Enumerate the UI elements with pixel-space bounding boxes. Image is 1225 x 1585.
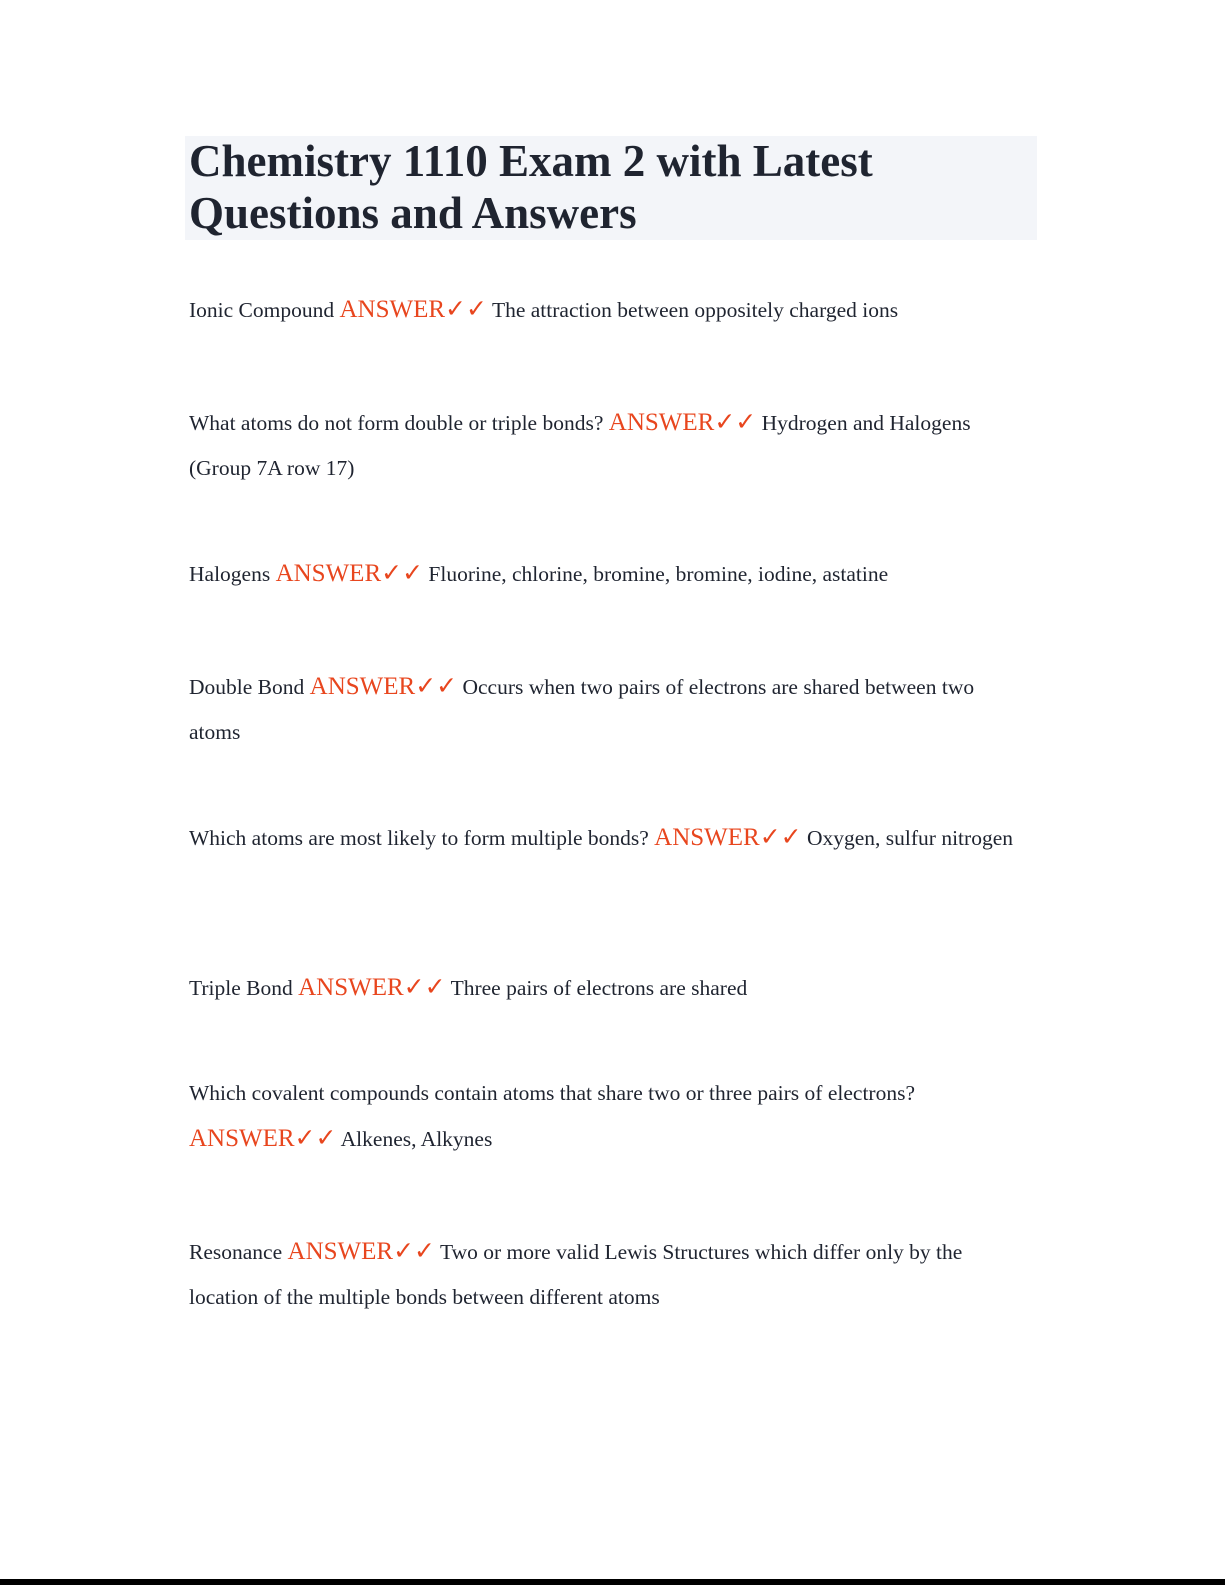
answer-tag: ANSWER✓✓	[339, 296, 487, 323]
question-text: Triple Bond	[189, 976, 293, 1000]
page-bottom-border	[0, 1579, 1225, 1585]
answer-tag: ANSWER✓✓	[189, 1125, 337, 1152]
answer-tag: ANSWER✓✓	[654, 824, 802, 851]
question-text: Resonance	[189, 1240, 283, 1264]
answer-tag: ANSWER✓✓	[608, 409, 757, 436]
answer-tag: ANSWER✓✓	[298, 974, 446, 1001]
answer-tag: ANSWER✓✓	[309, 673, 458, 700]
document-title: Chemistry 1110 Exam 2 with Latest Questions and Answers	[189, 136, 873, 238]
qa-item	[189, 287, 1029, 333]
answer-text: Fluorine, chlorine, bromine, bromine, iodine, astatine	[428, 562, 889, 586]
qa-item	[189, 664, 1029, 755]
answer-text: The attraction between oppositely charged ions	[491, 298, 899, 322]
answer-text: Two or more valid Lewis Structures which differ only by the location of the multiple bonds between different atoms	[189, 1240, 963, 1309]
answer-tag: ANSWER✓✓	[287, 1238, 435, 1265]
qa-item	[189, 965, 1029, 1011]
qa-item	[189, 815, 1029, 861]
answer-text: Alkenes, Alkynes	[340, 1127, 493, 1151]
answer-text: Hydrogen and Halogens (Group 7A row 17)	[189, 411, 971, 480]
question-text: Ionic Compound	[189, 298, 335, 322]
question-text: Which covalent compounds contain atoms that share two or three pairs of electrons?	[189, 1081, 915, 1105]
qa-item	[189, 1229, 1029, 1320]
qa-item	[189, 1071, 1029, 1162]
qa-item	[189, 551, 1029, 597]
question-text: Double Bond	[189, 675, 305, 699]
answer-tag: ANSWER✓✓	[275, 560, 424, 587]
answer-text: Three pairs of electrons are shared	[450, 976, 748, 1000]
question-text: Which atoms are most likely to form multiple bonds?	[189, 826, 649, 850]
question-text: Halogens	[189, 562, 271, 586]
question-text: What atoms do not form double or triple bonds?	[189, 411, 604, 435]
answer-text: Oxygen, sulfur nitrogen	[806, 826, 1013, 850]
qa-item	[189, 400, 1029, 491]
answer-text: Occurs when two pairs of electrons are shared between two atoms	[189, 675, 975, 744]
